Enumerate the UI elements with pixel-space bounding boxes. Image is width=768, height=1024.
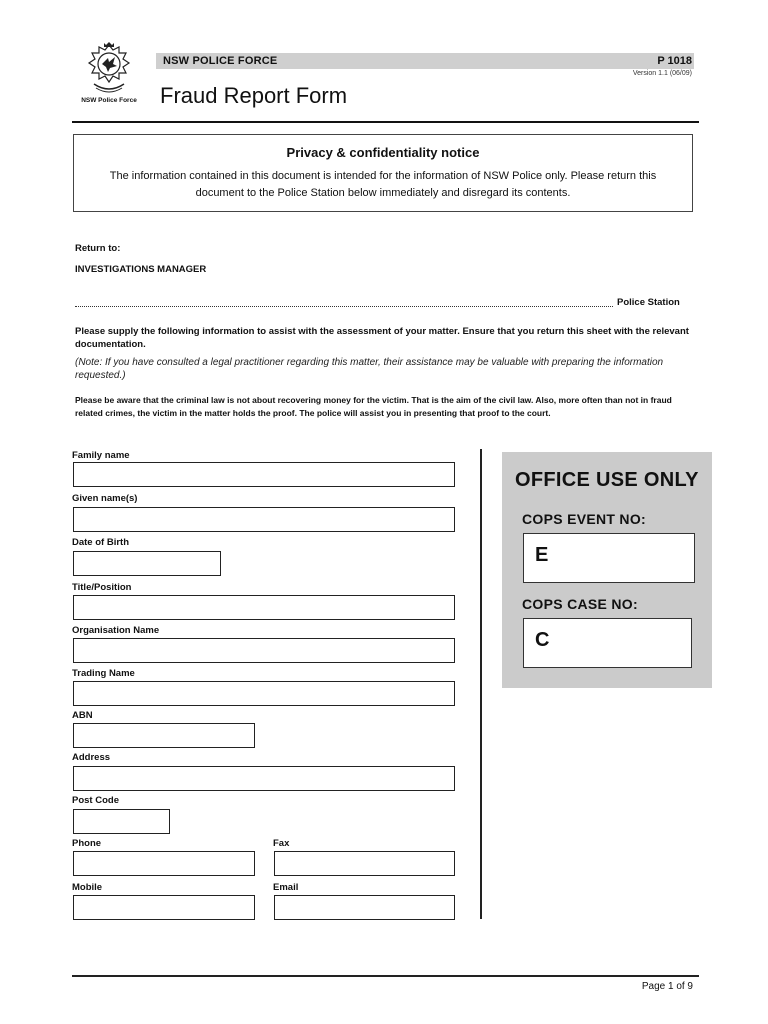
legal-practitioner-note: (Note: If you have consulted a legal practitioner regarding this matter, their assistance may be valuable with preparing the information requested.) bbox=[75, 357, 664, 381]
office-use-panel bbox=[502, 452, 712, 688]
organisation-name-field[interactable] bbox=[73, 638, 455, 663]
crest-caption: NSW Police Force bbox=[81, 97, 137, 104]
given-names-field[interactable] bbox=[73, 507, 455, 532]
office-use-title: OFFICE USE ONLY bbox=[515, 469, 699, 491]
phone-label: Phone bbox=[72, 838, 102, 849]
privacy-notice-text: The information contained in this document is intended for the information of NSW Police only. Please return this document to the Police Station below immediately and disregard its contents. bbox=[109, 170, 657, 199]
cops-case-label: COPS CASE NO: bbox=[522, 596, 638, 612]
address-field[interactable] bbox=[73, 766, 455, 791]
cops-event-prefix: E bbox=[535, 544, 549, 566]
mobile-field[interactable] bbox=[73, 895, 255, 920]
mobile-label: Mobile bbox=[72, 882, 103, 893]
column-divider bbox=[480, 449, 482, 919]
phone-field[interactable] bbox=[73, 851, 255, 876]
title-position-field[interactable] bbox=[73, 595, 455, 620]
form-number: P 1018 bbox=[657, 55, 692, 67]
date-of-birth-label: Date of Birth bbox=[72, 537, 129, 548]
police-station-label: Police Station bbox=[617, 297, 680, 308]
family-name-field[interactable] bbox=[73, 462, 455, 487]
criminal-law-notice: Please be aware that the criminal law is not about recovering money for the victim. That is the aim of the civil law. Also, more often than not in fraud related crimes, the victim in the matter holds the proof. The police will assist you in presenting that proof to the court. bbox=[75, 395, 672, 418]
email-label: Email bbox=[273, 882, 299, 893]
trading-name-field[interactable] bbox=[73, 681, 455, 706]
fax-label: Fax bbox=[273, 838, 290, 849]
privacy-notice-box bbox=[73, 134, 693, 212]
post-code-label: Post Code bbox=[72, 795, 119, 806]
family-name-label: Family name bbox=[72, 450, 130, 461]
abn-field[interactable] bbox=[73, 723, 255, 748]
cops-event-label: COPS EVENT NO: bbox=[522, 511, 646, 527]
form-title: Fraud Report Form bbox=[160, 83, 348, 108]
nsw-police-crest-logo bbox=[84, 42, 134, 96]
cops-case-prefix: C bbox=[535, 629, 550, 651]
return-to-label: Return to: bbox=[75, 243, 121, 254]
title-position-label: Title/Position bbox=[72, 582, 132, 593]
date-of-birth-field[interactable] bbox=[73, 551, 221, 576]
abn-label: ABN bbox=[72, 710, 93, 721]
post-code-field[interactable] bbox=[73, 809, 170, 834]
privacy-notice-title: Privacy & confidentiality notice bbox=[286, 145, 480, 160]
trading-name-label: Trading Name bbox=[72, 668, 135, 679]
organisation-name-label: Organisation Name bbox=[72, 625, 160, 636]
return-recipient: INVESTIGATIONS MANAGER bbox=[75, 264, 207, 275]
footer-divider bbox=[72, 975, 699, 977]
organisation-name: NSW POLICE FORCE bbox=[163, 55, 278, 67]
given-names-label: Given name(s) bbox=[72, 493, 138, 504]
address-label: Address bbox=[72, 752, 111, 763]
police-station-dotted-line[interactable] bbox=[75, 296, 613, 307]
fax-field[interactable] bbox=[274, 851, 455, 876]
cops-event-field[interactable] bbox=[523, 533, 695, 583]
title-divider bbox=[72, 121, 699, 123]
version-label: Version 1.1 (06/09) bbox=[632, 70, 692, 77]
page-number: Page 1 of 9 bbox=[641, 981, 693, 992]
supply-instructions: Please supply the following information to assist with the assessment of your matter. Ensure that you return this sheet with the relevant documentation. bbox=[75, 326, 689, 350]
cops-case-field[interactable] bbox=[523, 618, 692, 668]
email-field[interactable] bbox=[274, 895, 455, 920]
